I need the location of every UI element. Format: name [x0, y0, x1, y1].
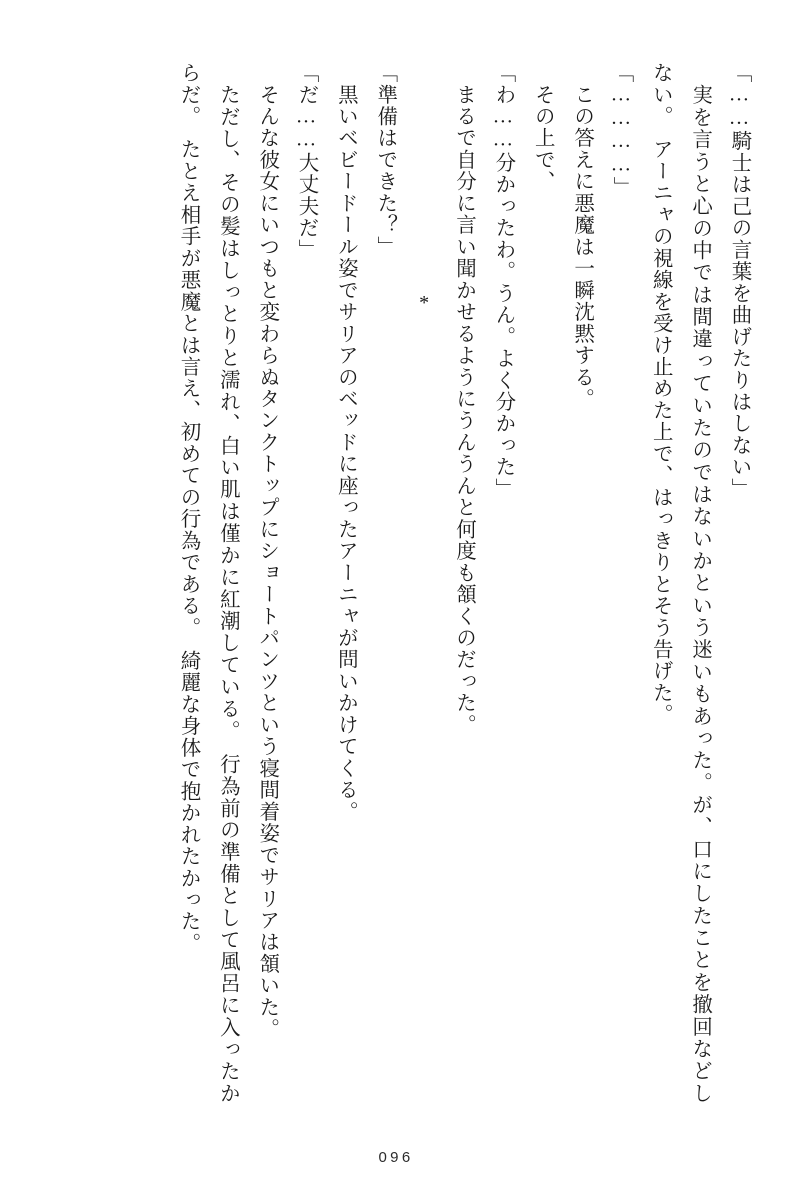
paragraph: 「……騎士は己の言葉を曲げたりはしない」: [728, 62, 750, 500]
page-text-body: [34, 62, 758, 1104]
paragraph: 「…………」: [609, 62, 632, 199]
paragraph: 実を言うと心の中では間違っていたのではないかという迷いもあった。が、口にしたことを撤回などしない。 アーニャの視線を受け止めた上で、はっきりとそう告げた。: [649, 62, 711, 1104]
paragraph: 「わ……分かったわ。うん。よく分かった」: [491, 62, 514, 500]
paragraph: 「だ……大丈夫だ」: [295, 62, 318, 261]
paragraph: この答えに悪魔は一瞬沈黙する。: [570, 62, 593, 410]
paragraph: そんな彼女にいつもと変わらぬタンクトップにショートパンツという寝間着姿でサリアは頷いた。: [255, 62, 278, 1040]
scene-break: [404, 62, 443, 1104]
scene-break-asterisk: *: [413, 292, 436, 314]
paragraph: まるで自分に言い聞かせるようにうんうんと何度も頷くのだった。: [452, 62, 475, 736]
paragraph: その上で、: [531, 62, 554, 193]
paragraph: 黒いベビードール姿でサリアのベッドに座ったアーニャが問いかけてくる。: [334, 62, 357, 823]
paragraph: 「準備はできた？」: [373, 62, 396, 258]
paragraph: ただし、その髪はしっとりと濡れ、白い肌は僅かに紅潮している。 行為前の準備として風呂に入ったからだ。 たとえ相手が悪魔とは言え、初めての行為である。 綺麗な身体で抱かれたかった。: [176, 62, 239, 1104]
page-number: 096: [378, 1149, 414, 1166]
